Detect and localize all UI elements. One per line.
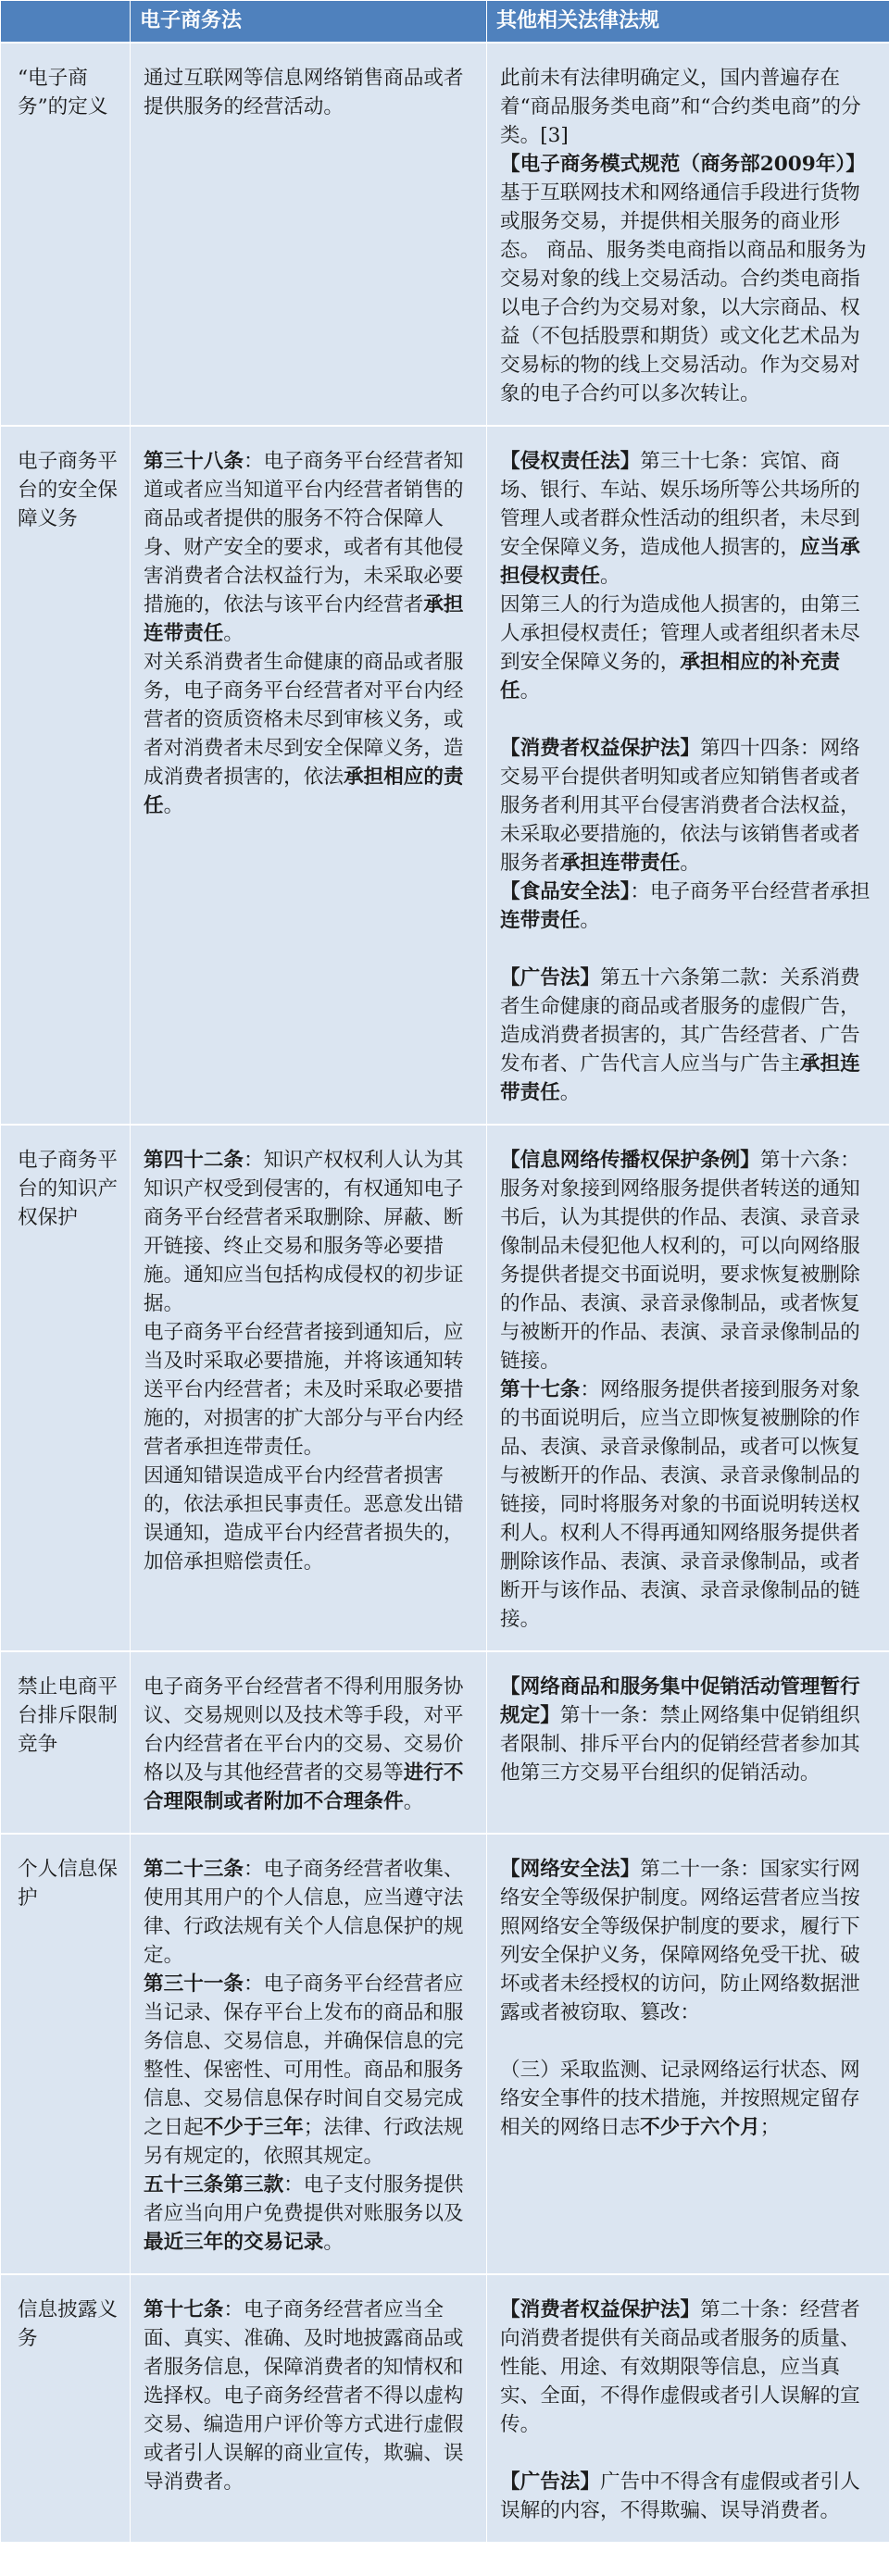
bold-text: 不少于三年	[203, 2116, 304, 2139]
text-run: ：电子商务平台经营者应当记录、保存平台上发布的商品和服务信息、交易信息，并确保信息的完整性、保密性、可用性。商品和服务信息、交易信息保存时间自交易完成之日起	[144, 1972, 464, 2139]
text-run: 广告中不得含有虚假或者引人误解的内容，不得欺骗、误导消费者。	[500, 2470, 860, 2522]
bold-text: 【网络商品和服务集中促销活动管理暂行规定】	[500, 1675, 860, 1727]
text-run: （三）采取监测、记录网络运行状态、网络安全事件的技术措施，并按照规定留存相关的网络日志	[500, 2059, 860, 2139]
text-run: 通过互联网等信息网络销售商品或者提供服务的经营活动。	[144, 67, 464, 118]
paragraph	[500, 150, 876, 408]
topic-cell: 电子商务平台的知识产权保护	[1, 1125, 131, 1651]
text-run: ：电子商务平台经营者知道或者应当知道平台内经营者销售的商品或者提供的服务不符合保障人身、财产安全的要求，或者有其他侵害消费者合法权益行为，未采取必要措施的，依法与该平台内经营者	[144, 450, 464, 616]
text-run: 第十六条：服务对象接到网络服务提供者转送的通知书后，认为其提供的作品、表演、录音录像制品未侵犯他人权利的，可以向网络服务提供者提交书面说明，要求恢复被删除的作品、表演、录音录像制品，或者恢复与被断开的作品、表演、录音录像制品的链接。	[500, 1149, 860, 1373]
bold-text: 第三十八条	[144, 450, 244, 473]
paragraph	[144, 64, 473, 121]
text-run: 电子商务平台经营者接到通知后，应当及时采取必要措施，并将该通知转送平台内经营者；未及时采取必要措施的，对损害的扩大部分与平台内经营者承担连带责任。	[144, 1321, 464, 1459]
paragraph	[500, 1375, 876, 1634]
bold-text: 最近三年的交易记录	[144, 2231, 324, 2254]
paragraph	[144, 1970, 473, 2171]
paragraph	[144, 1318, 473, 1462]
paragraph-spacer	[500, 705, 876, 734]
bold-text: 【消费者权益保护法】	[500, 737, 700, 760]
text-run: 。	[403, 1790, 424, 1813]
bold-text: 【电子商务模式规范（商务部2009年）】	[500, 153, 866, 176]
text-run: 第四十四条：网络交易平台提供者明知或者应知销售者或者服务者利用其平台侵害消费者合法权益，未采取必要措施的，依法与该销售者或者服务者	[500, 737, 860, 875]
paragraph	[500, 447, 876, 591]
text-run: 此前未有法律明确定义，国内普遍存在着“商品服务类电商”和“合约类电商”的分类。[3]	[500, 67, 861, 147]
paragraph	[500, 1855, 876, 2027]
table-row	[1, 1125, 889, 1651]
bold-text: 承担连带责任	[500, 1052, 860, 1104]
text-run: 。	[599, 565, 620, 588]
text-run: 。	[559, 1081, 581, 1104]
ecommerce-law-cell	[131, 1125, 487, 1651]
paragraph	[500, 1146, 876, 1375]
paragraph	[500, 591, 876, 705]
text-run: 第二十条：经营者向消费者提供有关商品或者服务的质量、性能、用途、有效期限等信息，应当真实、全面，不得作虚假或者引人误解的宣传。	[500, 2298, 860, 2436]
text-run: 电子商务平台经营者不得利用服务协议、交易规则以及技术等手段，对平台内经营者在平台内的交易、交易价格以及与其他经营者的交易等	[144, 1675, 464, 1785]
ecommerce-law-cell	[131, 1651, 487, 1834]
text-run: ：知识产权权利人认为其知识产权受到侵害的，有权通知电子商务平台经营者采取删除、屏蔽、断开链接、终止交易和服务等必要措施。通知应当包括构成侵权的初步证据。	[144, 1149, 464, 1315]
bold-text: 承担连带责任	[559, 852, 681, 875]
bold-text: 第十七条	[144, 2298, 224, 2321]
text-run: ：网络服务提供者接到服务对象的书面说明后，应当立即恢复被删除的作品、表演、录音录像制品，或者可以恢复与被断开的作品、表演、录音录像制品的链接，同时将服务对象的书面说明转送权利人。权利人不得再通知网络服务提供者删除该作品、表演、录音录像制品，或者断开与该作品、表演、录音录像制品的链接。	[500, 1378, 860, 1631]
text-run: 。	[163, 794, 184, 817]
bold-text: 第四十二条	[144, 1149, 244, 1172]
bold-text: 第二十三条	[144, 1858, 244, 1881]
header-ecommerce-law: 电子商务法	[131, 1, 487, 44]
bold-text: 【消费者权益保护法】	[500, 2298, 700, 2321]
table-row	[1, 426, 889, 1125]
paragraph	[500, 2056, 876, 2142]
bold-text: 【侵权责任法】	[500, 450, 641, 473]
header-topic	[1, 1, 131, 44]
other-laws-cell	[487, 426, 889, 1125]
paragraph	[500, 64, 876, 150]
paragraph-spacer	[500, 935, 876, 964]
header-other-laws: 其他相关法律法规	[487, 1, 889, 44]
text-run: 。	[223, 622, 244, 645]
paragraph	[144, 1462, 473, 1576]
bold-text: 进行不合理限制或者附加不合理条件	[144, 1761, 464, 1813]
bold-text: 连带责任	[500, 909, 581, 932]
paragraph	[144, 1673, 473, 1816]
bold-text: 承担相应的责任	[144, 765, 464, 817]
paragraph	[144, 2296, 473, 2496]
topic-cell: 个人信息保护	[1, 1834, 131, 2274]
text-run: 。	[680, 852, 700, 875]
text-run: 。	[580, 909, 600, 932]
paragraph	[500, 964, 876, 1107]
text-run: 基于互联网技术和网络通信手段进行货物或服务交易，并提供相关服务的商业形态。 商品、服务类电商指以商品和服务为交易对象的线上交易活动。合约类电商指以电子合约为交易对象，以大宗商品、权益（不包括股票和期货）或文化艺术品为交易标的物的线上交易活动。作为交易对象的电子合约可以多次转让。	[500, 181, 867, 405]
paragraph	[144, 648, 473, 820]
text-run: 第二十一条：国家实行网络安全等级保护制度。网络运营者应当按照网络安全等级保护制度的要求，履行下列安全保护义务，保障网络免受干扰、破坏或者未经授权的访问，防止网络数据泄露或者被窃取、篡改：	[500, 1858, 860, 2024]
ecommerce-law-cell	[131, 426, 487, 1125]
bold-text: 【网络安全法】	[500, 1858, 641, 1881]
bold-text: 【食品安全法】	[500, 880, 631, 903]
topic-cell: 禁止电商平台排斥限制竞争	[1, 1651, 131, 1834]
paragraph	[500, 2296, 876, 2439]
table-row	[1, 2274, 889, 2543]
bold-text: 承担相应的补充责任	[500, 651, 841, 703]
text-run: ：电子商务平台经营者承担	[630, 880, 870, 903]
bold-text: 应当承担侵权责任	[500, 536, 860, 588]
paragraph-spacer	[500, 2027, 876, 2056]
ecommerce-law-cell	[131, 1834, 487, 2274]
bold-text: 五十三条第三款	[144, 2173, 284, 2196]
paragraph	[500, 1673, 876, 1787]
paragraph	[500, 2468, 876, 2525]
ecommerce-law-cell	[131, 43, 487, 426]
other-laws-cell	[487, 43, 889, 426]
topic-cell: “电子商务”的定义	[1, 43, 131, 426]
table-row	[1, 1834, 889, 2274]
text-run: 。	[520, 679, 541, 703]
table-body	[1, 43, 889, 2543]
text-run: 第五十六条第二款：关系消费者生命健康的商品或者服务的虚假广告，造成消费者损害的，其广告经营者、广告发布者、广告代言人应当与广告主	[500, 966, 860, 1076]
text-run: 因第三人的行为造成他人损害的，由第三人承担侵权责任；管理人或者组织者未尽到安全保障义务的，	[500, 593, 860, 674]
bold-text: 第三十一条	[144, 1972, 244, 1996]
paragraph	[500, 877, 876, 935]
bold-text: 承担连带责任	[144, 593, 464, 645]
bold-text: 【广告法】	[500, 966, 600, 989]
bold-text: 第十七条	[500, 1378, 581, 1401]
other-laws-cell	[487, 1651, 889, 1834]
text-run: 。	[323, 2231, 344, 2254]
text-run: 第十一条：禁止网络集中促销组织者限制、排斥平台内的促销经营者参加其他第三方交易平台组织的促销活动。	[500, 1704, 860, 1785]
table-row	[1, 1651, 889, 1834]
ecommerce-law-cell	[131, 2274, 487, 2543]
paragraph	[144, 1146, 473, 1318]
other-laws-cell	[487, 1834, 889, 2274]
text-run: ：电子商务经营者收集、使用其用户的个人信息，应当遵守法律、行政法规有关个人信息保护的规定。	[144, 1858, 464, 1967]
topic-cell: 信息披露义务	[1, 2274, 131, 2543]
other-laws-cell	[487, 2274, 889, 2543]
paragraph	[500, 734, 876, 877]
bold-text: 【信息网络传播权保护条例】	[500, 1149, 760, 1172]
text-run: ；	[759, 2116, 781, 2139]
text-run: 第三十七条：宾馆、商场、银行、车站、娱乐场所等公共场所的管理人或者群众性活动的组织者，未尽到安全保障义务，造成他人损害的，	[500, 450, 860, 559]
topic-cell: 电子商务平台的安全保障义务	[1, 426, 131, 1125]
table-header-row	[1, 1, 889, 44]
table-row	[1, 43, 889, 426]
bold-text: 不少于六个月	[640, 2116, 760, 2139]
paragraph-spacer	[500, 2439, 876, 2468]
paragraph	[144, 2171, 473, 2257]
bold-text: 【广告法】	[500, 2470, 600, 2494]
text-run: 对关系消费者生命健康的商品或者服务，电子商务平台经营者对平台内经营者的资质资格未尽到审核义务，或者对消费者未尽到安全保障义务，造成消费者损害的，依法	[144, 651, 464, 789]
paragraph	[144, 447, 473, 648]
text-run: ：电子商务经营者应当全面、真实、准确、及时地披露商品或者服务信息，保障消费者的知情权和选择权。电子商务经营者不得以虚构交易、编造用户评价等方式进行虚假或者引人误解的商业宣传，欺骗、误导消费者。	[144, 2298, 464, 2494]
text-run: ；法律、行政法规另有规定的，依照其规定。	[144, 2116, 464, 2168]
paragraph	[144, 1855, 473, 1970]
text-run: ：电子支付服务提供者应当向用户免费提供对账服务以及	[144, 2173, 464, 2225]
text-run: 因通知错误造成平台内经营者损害的，依法承担民事责任。恶意发出错误通知，造成平台内经营者损失的，加倍承担赔偿责任。	[144, 1464, 464, 1574]
other-laws-cell	[487, 1125, 889, 1651]
